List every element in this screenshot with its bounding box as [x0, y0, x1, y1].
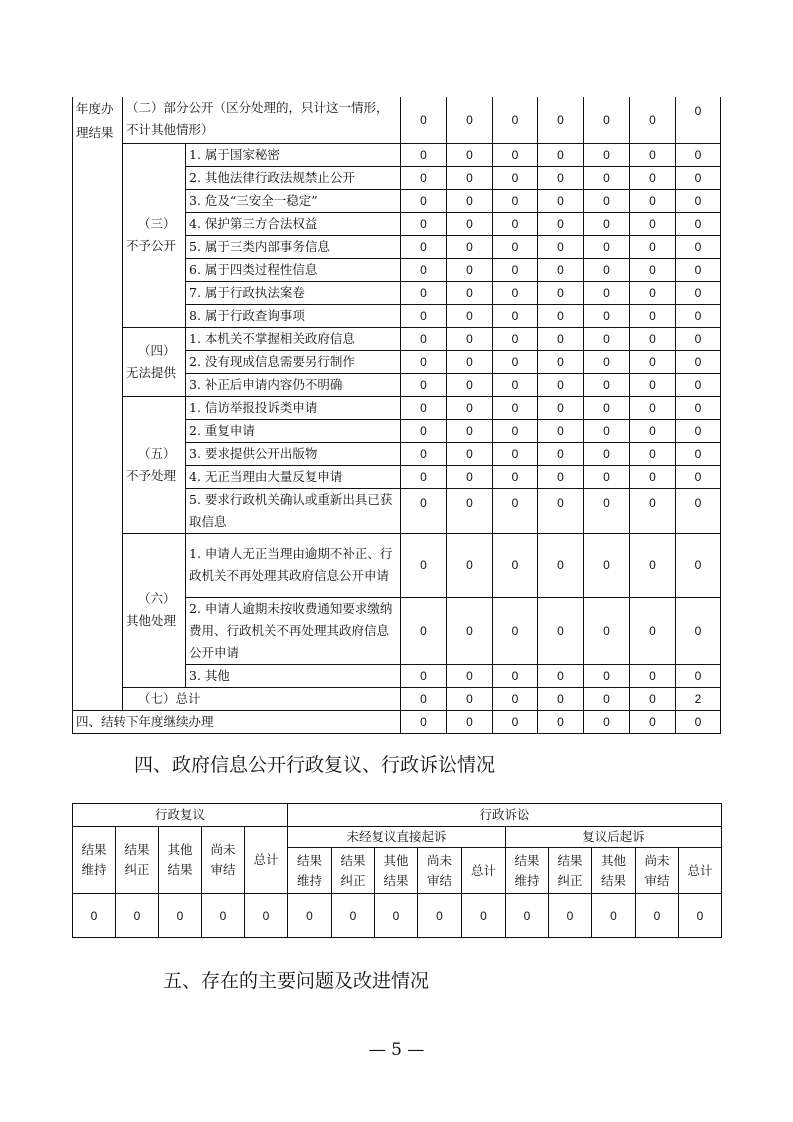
- item-label: 1. 申请人无正当理由逾期不补正、行政机关不再处理其政府信息公开申请: [186, 533, 401, 597]
- value-cell: 0: [401, 143, 447, 166]
- value-cell: 0: [630, 281, 676, 304]
- review-col-header: [245, 827, 288, 894]
- item-label: 4. 保护第三方合法权益: [186, 212, 401, 235]
- direct-col-header: [462, 848, 506, 894]
- value-cell: 0: [401, 687, 447, 710]
- col-header-text: 总计: [253, 852, 279, 867]
- value-cell: 0: [493, 419, 538, 442]
- item-label: 2. 没有现成信息需要另行制作: [186, 350, 401, 373]
- col-header-text: 结果: [514, 852, 540, 868]
- value-cell: 2: [676, 687, 721, 710]
- value-cell: 0: [447, 166, 493, 189]
- value-cell: 0: [584, 212, 630, 235]
- value-cell: 0: [493, 488, 538, 533]
- direct-col-header: [288, 848, 332, 894]
- col-header-text: 维持: [514, 872, 540, 888]
- value-cell: 0: [676, 533, 721, 597]
- value-cell: 0: [447, 143, 493, 166]
- review-header: 行政复议: [73, 804, 288, 827]
- item-label: 6. 属于四类过程性信息: [186, 258, 401, 281]
- value-cell: 0: [584, 189, 630, 212]
- value-cell: 0: [447, 235, 493, 258]
- value-cell: 0: [676, 419, 721, 442]
- carry-over-label: 四、结转下年度继续办理: [73, 710, 401, 733]
- value-cell: 0: [245, 894, 288, 938]
- value-cell: 0: [676, 442, 721, 465]
- value-cell: 0: [447, 189, 493, 212]
- col-header-text: 结果: [383, 872, 409, 888]
- value-cell: 0: [73, 894, 116, 938]
- item-label: 5. 属于三类内部事务信息: [186, 235, 401, 258]
- results-table: [72, 97, 721, 734]
- group-label: （三）不予公开: [123, 143, 186, 327]
- value-cell: 0: [676, 304, 721, 327]
- value-cell: 0: [676, 373, 721, 396]
- total-label: （七）总计: [123, 687, 401, 710]
- value-cell: 0: [630, 304, 676, 327]
- col-header-text: 纠正: [124, 862, 150, 877]
- value-cell: 0: [584, 143, 630, 166]
- value-cell: 0: [447, 687, 493, 710]
- value-cell: 0: [288, 894, 332, 938]
- value-cell: 0: [538, 304, 584, 327]
- value-cell: 0: [538, 235, 584, 258]
- value-cell: 0: [447, 258, 493, 281]
- col-header-text: 审结: [644, 872, 670, 888]
- value-cell: 0: [493, 143, 538, 166]
- item-label: 2. 其他法律行政法规禁止公开: [186, 166, 401, 189]
- value-cell: 0: [401, 189, 447, 212]
- value-cell: 0: [538, 533, 584, 597]
- item-label: 2. 申请人逾期未按收费通知要求缴纳费用、行政机关不再处理其政府信息公开申请: [186, 597, 401, 664]
- col-header-text: 维持: [81, 862, 107, 877]
- page-number: — 5 —: [368, 1040, 425, 1060]
- value-cell: 0: [202, 894, 245, 938]
- value-cell: 0: [538, 189, 584, 212]
- item-label: 5. 要求行政机关确认或重新出具已获取信息: [186, 488, 401, 533]
- value-cell: 0: [538, 258, 584, 281]
- value-cell: 0: [584, 419, 630, 442]
- value-cell: 0: [584, 396, 630, 419]
- value-cell: 0: [630, 687, 676, 710]
- value-cell: 0: [447, 281, 493, 304]
- value-cell: 0: [401, 465, 447, 488]
- direct-col-header: [418, 848, 462, 894]
- item-label: 1. 属于国家秘密: [186, 143, 401, 166]
- value-cell: 0: [493, 442, 538, 465]
- value-cell: 0: [630, 533, 676, 597]
- value-cell: 0: [676, 396, 721, 419]
- value-cell: 0: [584, 488, 630, 533]
- value-cell: 0: [676, 212, 721, 235]
- col-header-text: 结果: [296, 852, 322, 868]
- value-cell: 0: [630, 597, 676, 664]
- value-cell: 0: [584, 710, 630, 733]
- item-label: 3. 补正后申请内容仍不明确: [186, 373, 401, 396]
- value-cell: 0: [584, 304, 630, 327]
- item-label: 4. 无正当理由大量反复申请: [186, 465, 401, 488]
- value-cell: 0: [538, 373, 584, 396]
- value-cell: 0: [584, 687, 630, 710]
- table-row: [73, 97, 721, 143]
- value-cell: 0: [630, 419, 676, 442]
- col-header-text: 结果: [600, 872, 626, 888]
- item-label: 3. 要求提供公开出版物: [186, 442, 401, 465]
- value-cell: 0: [401, 419, 447, 442]
- value-cell: 0: [447, 212, 493, 235]
- value-cell: 0: [493, 664, 538, 687]
- value-cell: 0: [538, 710, 584, 733]
- value-cell: 0: [401, 350, 447, 373]
- table-row: [73, 533, 721, 597]
- col-header-text: 结果: [167, 862, 193, 877]
- value-cell: 0: [401, 396, 447, 419]
- value-cell: 0: [538, 166, 584, 189]
- value-cell: 0: [630, 327, 676, 350]
- review-col-header: [202, 827, 245, 894]
- after-col-header: [506, 848, 549, 894]
- value-cell: 0: [447, 396, 493, 419]
- value-cell: 0: [676, 597, 721, 664]
- value-cell: 0: [401, 327, 447, 350]
- col-header-text: 尚未: [644, 852, 670, 868]
- value-cell: 0: [676, 327, 721, 350]
- value-cell: 0: [447, 442, 493, 465]
- value-cell: 0: [676, 664, 721, 687]
- value-cell: 0: [584, 166, 630, 189]
- col-header-text: 总计: [470, 862, 496, 878]
- value-cell: 0: [493, 235, 538, 258]
- col-header-text: 其他: [167, 842, 193, 857]
- value-cell: 0: [538, 143, 584, 166]
- value-cell: 0: [462, 894, 506, 938]
- value-cell: 0: [538, 419, 584, 442]
- value-cell: 0: [584, 258, 630, 281]
- value-cell: 0: [447, 597, 493, 664]
- value-cell: 0: [493, 189, 538, 212]
- after-review-header: 复议后起诉: [506, 827, 722, 848]
- table-row: [73, 327, 721, 350]
- value-cell: 0: [493, 304, 538, 327]
- value-cell: 0: [401, 258, 447, 281]
- t2-header-row-2: [73, 827, 722, 848]
- value-cell: 0: [493, 597, 538, 664]
- value-cell: 0: [538, 597, 584, 664]
- value-cell: 0: [584, 597, 630, 664]
- value-cell: 0: [493, 533, 538, 597]
- value-cell: 0: [447, 465, 493, 488]
- value-cell: 0: [636, 894, 679, 938]
- value-cell: 0: [538, 488, 584, 533]
- value-cell: 0: [447, 488, 493, 533]
- value-cell: 0: [447, 533, 493, 597]
- value-cell: 0: [584, 442, 630, 465]
- item-label: 8. 属于行政查询事项: [186, 304, 401, 327]
- value-cell: 0: [676, 235, 721, 258]
- review-col-header: [159, 827, 202, 894]
- col-header-text: 纠正: [557, 872, 583, 888]
- value-cell: 0: [676, 465, 721, 488]
- value-cell: 0: [584, 350, 630, 373]
- value-cell: 0: [401, 281, 447, 304]
- value-cell: 0: [538, 664, 584, 687]
- value-cell: 0: [630, 258, 676, 281]
- col-header-text: 维持: [296, 872, 322, 888]
- item-label: 1. 信访举报投诉类申请: [186, 396, 401, 419]
- item-label: 3. 危及“三安全一稳定”: [186, 189, 401, 212]
- review-col-header: [116, 827, 159, 894]
- value-cell: 0: [630, 189, 676, 212]
- value-cell: 0: [584, 97, 630, 143]
- value-cell: 0: [401, 166, 447, 189]
- value-cell: 0: [538, 465, 584, 488]
- value-cell: 0: [630, 235, 676, 258]
- carry-over-row: [73, 710, 721, 733]
- value-cell: 0: [584, 327, 630, 350]
- value-cell: 0: [630, 710, 676, 733]
- value-cell: 0: [506, 894, 549, 938]
- value-cell: 0: [493, 396, 538, 419]
- value-cell: 0: [447, 350, 493, 373]
- value-cell: 0: [676, 258, 721, 281]
- col-header-text: 结果: [340, 852, 366, 868]
- value-cell: 0: [630, 166, 676, 189]
- value-cell: 0: [493, 212, 538, 235]
- value-cell: 0: [630, 488, 676, 533]
- value-cell: 0: [493, 258, 538, 281]
- item-label: 2. 重复申请: [186, 419, 401, 442]
- direct-col-header: [332, 848, 375, 894]
- t2-header-row-1: [73, 804, 722, 827]
- col-header-text: 审结: [210, 862, 236, 877]
- col-header-text: 总计: [687, 862, 713, 878]
- value-cell: 0: [401, 304, 447, 327]
- item-label: 1. 本机关不掌握相关政府信息: [186, 327, 401, 350]
- value-cell: 0: [418, 894, 462, 938]
- value-cell: 0: [584, 664, 630, 687]
- value-cell: 0: [447, 419, 493, 442]
- value-cell: 0: [630, 373, 676, 396]
- after-col-header: [636, 848, 679, 894]
- value-cell: 0: [401, 488, 447, 533]
- value-cell: 0: [679, 894, 722, 938]
- value-cell: 0: [549, 894, 592, 938]
- review-litigation-table: [72, 803, 722, 938]
- t2-values-row: [73, 894, 722, 938]
- value-cell: 0: [375, 894, 418, 938]
- col-header-text: 审结: [426, 872, 452, 888]
- value-cell: 0: [401, 97, 447, 143]
- value-cell: 0: [676, 166, 721, 189]
- value-cell: 0: [493, 281, 538, 304]
- value-cell: 0: [159, 894, 202, 938]
- value-cell: 0: [584, 373, 630, 396]
- value-cell: 0: [401, 212, 447, 235]
- value-cell: 0: [401, 710, 447, 733]
- col-header-text: 结果: [124, 842, 150, 857]
- value-cell: 0: [538, 687, 584, 710]
- value-cell: 0: [401, 235, 447, 258]
- value-cell: 0: [447, 327, 493, 350]
- value-cell: 0: [493, 687, 538, 710]
- col-header-text: 纠正: [340, 872, 366, 888]
- col-header-text: 其他: [383, 852, 409, 868]
- value-cell: 0: [493, 710, 538, 733]
- value-cell: 0: [584, 465, 630, 488]
- value-cell: 0: [630, 664, 676, 687]
- value-cell: 0: [447, 710, 493, 733]
- value-cell: 0: [676, 143, 721, 166]
- value-cell: 0: [493, 373, 538, 396]
- row-header: 年度办理结果: [73, 97, 123, 710]
- total-row: [73, 687, 721, 710]
- section5-heading: 五、存在的主要问题及改进情况: [163, 970, 430, 992]
- value-cell: 0: [538, 97, 584, 143]
- table-row: [73, 396, 721, 419]
- section4-heading: 四、政府信息公开行政复议、行政诉讼情况: [134, 754, 496, 776]
- value-cell: 0: [676, 488, 721, 533]
- value-cell: 0: [493, 465, 538, 488]
- value-cell: 0: [630, 442, 676, 465]
- value-cell: 0: [447, 304, 493, 327]
- value-cell: 0: [630, 465, 676, 488]
- after-col-header: [679, 848, 722, 894]
- value-cell: 0: [538, 212, 584, 235]
- value-cell: 0: [447, 664, 493, 687]
- value-cell: 0: [592, 894, 636, 938]
- after-col-header: [592, 848, 636, 894]
- value-cell: 0: [630, 396, 676, 419]
- value-cell: 0: [584, 533, 630, 597]
- value-cell: 0: [676, 189, 721, 212]
- value-cell: 0: [676, 97, 721, 143]
- value-cell: 0: [116, 894, 159, 938]
- value-cell: 0: [584, 235, 630, 258]
- value-cell: 0: [630, 97, 676, 143]
- col-header-text: 结果: [557, 852, 583, 868]
- group-label: （五）不予处理: [123, 396, 186, 533]
- item-label: 7. 属于行政执法案卷: [186, 281, 401, 304]
- direct-col-header: [375, 848, 418, 894]
- after-col-header: [549, 848, 592, 894]
- group-label: （六）其他处理: [123, 533, 186, 687]
- value-cell: 0: [538, 442, 584, 465]
- value-cell: 0: [401, 373, 447, 396]
- value-cell: 0: [401, 533, 447, 597]
- value-cell: 0: [447, 97, 493, 143]
- value-cell: 0: [493, 97, 538, 143]
- value-cell: 0: [538, 350, 584, 373]
- value-cell: 0: [493, 350, 538, 373]
- value-cell: 0: [447, 373, 493, 396]
- litigation-header: 行政诉讼: [288, 804, 722, 827]
- value-cell: 0: [401, 442, 447, 465]
- review-col-header: [73, 827, 116, 894]
- value-cell: 0: [630, 350, 676, 373]
- value-cell: 0: [538, 396, 584, 419]
- partial-open-label: （二）部分公开（区分处理的，只计这一情形，不计其他情形）: [123, 97, 401, 143]
- value-cell: 0: [630, 212, 676, 235]
- value-cell: 0: [401, 597, 447, 664]
- value-cell: 0: [401, 664, 447, 687]
- group-label: （四）无法提供: [123, 327, 186, 396]
- value-cell: 0: [493, 166, 538, 189]
- col-header-text: 尚未: [210, 842, 236, 857]
- direct-suit-header: 未经复议直接起诉: [288, 827, 506, 848]
- table-row: [73, 143, 721, 166]
- value-cell: 0: [630, 143, 676, 166]
- value-cell: 0: [584, 281, 630, 304]
- col-header-text: 其他: [600, 852, 626, 868]
- value-cell: 0: [538, 281, 584, 304]
- value-cell: 0: [676, 281, 721, 304]
- value-cell: 0: [493, 327, 538, 350]
- col-header-text: 结果: [81, 842, 107, 857]
- value-cell: 0: [676, 710, 721, 733]
- value-cell: 0: [676, 350, 721, 373]
- item-label: 3. 其他: [186, 664, 401, 687]
- value-cell: 0: [538, 327, 584, 350]
- col-header-text: 尚未: [426, 852, 452, 868]
- value-cell: 0: [332, 894, 375, 938]
